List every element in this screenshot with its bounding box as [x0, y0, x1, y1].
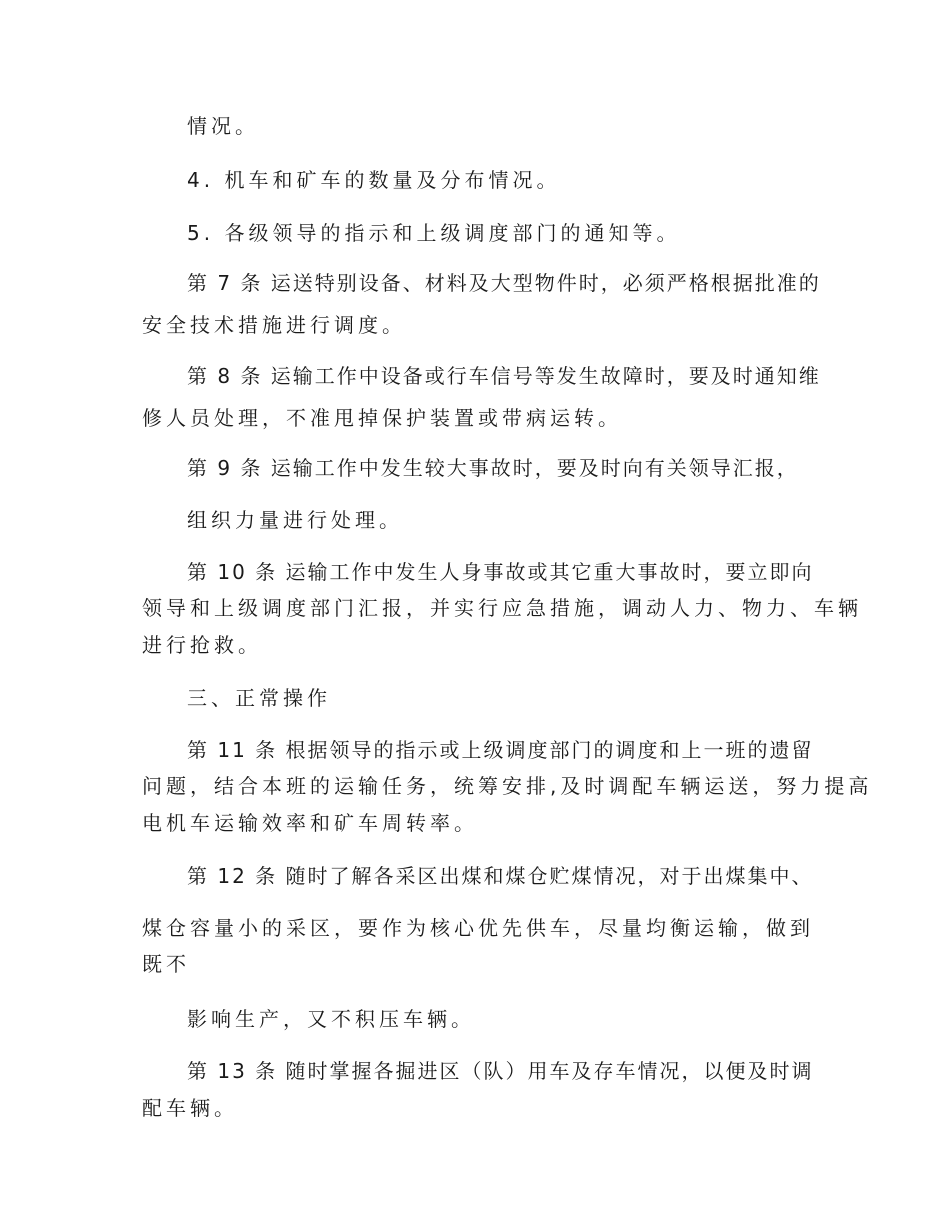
article-13-line-2: 配车辆。	[142, 1096, 238, 1120]
article-8-line-1: 第 8 条 运输工作中设备或行车信号等发生故障时，要及时通知维	[187, 364, 821, 388]
article-12-line-3: 既不	[142, 952, 190, 976]
article-8-line-2: 修人员处理，不准甩掉保护装置或带病运转。	[142, 406, 622, 430]
article-11-line-3: 电机车运输效率和矿车周转率。	[142, 811, 478, 835]
article-10-line-1: 第 10 条 运输工作中发生人身事故或其它重大事故时，要立即向	[187, 560, 814, 584]
article-9-line-2: 组织力量进行处理。	[187, 508, 403, 532]
article-11-line-1: 第 11 条 根据领导的指示或上级调度部门的调度和上一班的遗留	[187, 738, 814, 762]
article-7-line-1: 第 7 条 运送特别设备、材料及大型物件时，必须严格根据批准的	[187, 271, 821, 295]
article-12-line-2: 煤仓容量小的采区，要作为核心优先供车，尽量均衡运输，做到	[142, 916, 814, 940]
article-11-line-2: 问题，结合本班的运输任务，统筹安排,及时调配车辆运送，努力提高	[142, 774, 873, 798]
article-13-line-1: 第 13 条 随时掌握各掘进区（队）用车及存车情况，以便及时调	[187, 1059, 814, 1083]
list-item: 5. 各级领导的指示和上级调度部门的通知等。	[187, 221, 681, 245]
article-12-line-4: 影响生产，又不积压车辆。	[187, 1007, 475, 1031]
text-line: 情况。	[187, 114, 259, 138]
article-9-line-1: 第 9 条 运输工作中发生较大事故时，要及时向有关领导汇报，	[187, 456, 799, 480]
article-10-line-2: 领导和上级调度部门汇报，并实行应急措施，调动人力、物力、车辆	[142, 596, 862, 620]
article-7-line-2: 安全技术措施进行调度。	[142, 313, 406, 337]
section-heading: 三、正常操作	[187, 686, 331, 710]
article-10-line-3: 进行抢救。	[142, 633, 262, 657]
list-item: 4. 机车和矿车的数量及分布情况。	[187, 168, 561, 192]
article-12-line-1: 第 12 条 随时了解各采区出煤和煤仓贮煤情况，对于出煤集中、	[187, 864, 814, 888]
